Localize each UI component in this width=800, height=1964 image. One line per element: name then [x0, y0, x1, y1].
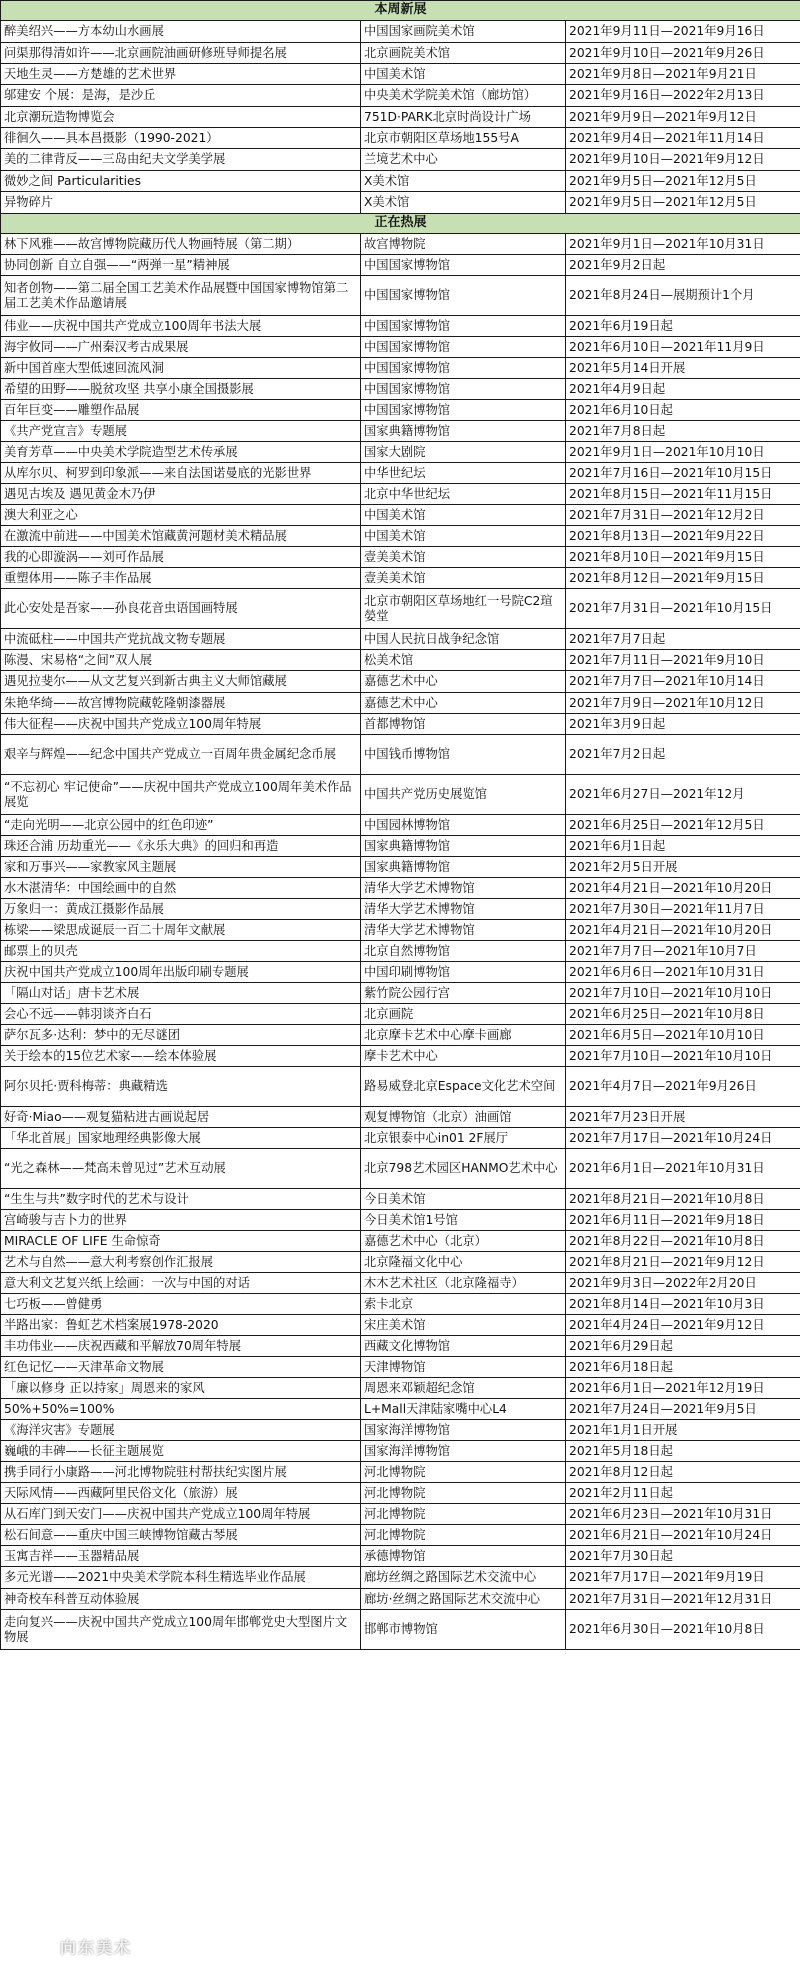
exhibition-name-cell: 天际风情——西藏阿里民俗文化（旅游）展 — [1, 1483, 361, 1504]
table-row — [1, 21, 800, 43]
venue-cell: 路易威登北京Espace文化艺术空间 — [361, 1067, 566, 1107]
venue-cell: 河北博物院 — [361, 1504, 566, 1525]
exhibition-name-cell: 携手同行小康路——河北博物院驻村帮扶纪实图片展 — [1, 1462, 361, 1483]
date-cell: 2021年5月14日开展 — [566, 358, 800, 379]
venue-cell: 751D·PARK北京时尚设计广场 — [361, 107, 566, 128]
table-row — [1, 714, 800, 735]
venue-cell: 中国国家博物馆 — [361, 358, 566, 379]
table-row — [1, 1067, 800, 1107]
table-row — [1, 878, 800, 899]
venue-cell: 国家典籍博物馆 — [361, 836, 566, 857]
table-row — [1, 421, 800, 442]
table-row — [1, 1336, 800, 1357]
table-row — [1, 107, 800, 128]
exhibition-name-cell: 七巧板——曾健勇 — [1, 1294, 361, 1315]
date-cell: 2021年9月4日—2021年11月14日 — [566, 128, 800, 149]
table-row — [1, 983, 800, 1004]
table-row — [1, 43, 800, 64]
venue-cell: 清华大学艺术博物馆 — [361, 878, 566, 899]
exhibition-name-cell: 珠还合浦 历劫重光——《永乐大典》的回归和再造 — [1, 836, 361, 857]
table-row — [1, 1546, 800, 1567]
date-cell: 2021年8月10日—2021年9月15日 — [566, 547, 800, 568]
venue-cell: X美术馆 — [361, 192, 566, 214]
date-cell: 2021年6月10日起 — [566, 400, 800, 421]
venue-cell: 松美术馆 — [361, 650, 566, 671]
venue-cell: 兰境艺术中心 — [361, 149, 566, 171]
table-row — [1, 693, 800, 714]
date-cell: 2021年9月10日—2021年9月26日 — [566, 43, 800, 64]
venue-cell: 中国国家博物馆 — [361, 276, 566, 316]
table-row — [1, 400, 800, 421]
venue-cell: 中国国家博物馆 — [361, 316, 566, 337]
table-row — [1, 1128, 800, 1149]
venue-cell: 北京隆福文化中心 — [361, 1252, 566, 1273]
exhibition-name-cell: 百年巨变——雕塑作品展 — [1, 400, 361, 421]
table-row — [1, 629, 800, 650]
exhibition-name-cell: 多元光谱——2021中央美术学院本科生精选毕业作品展 — [1, 1567, 361, 1589]
exhibition-name-cell: 宫崎骏与吉卜力的世界 — [1, 1210, 361, 1231]
exhibition-name-cell: 我的心即漩涡——刘可作品展 — [1, 547, 361, 568]
table-row — [1, 775, 800, 815]
exhibition-name-cell: 庆祝中国共产党成立100周年出版印刷专题展 — [1, 962, 361, 983]
venue-cell: 宋庄美术馆 — [361, 1315, 566, 1336]
venue-cell: 中国美术馆 — [361, 505, 566, 526]
venue-cell: 中国美术馆 — [361, 526, 566, 547]
venue-cell: 北京市朝阳区草场地红一号院C2瑄嫈堂 — [361, 589, 566, 629]
exhibition-name-cell: 知者创物——第二届全国工艺美术作品展暨中国国家博物馆第二届工艺美术作品邀请展 — [1, 276, 361, 316]
exhibition-name-cell: 微妙之间 Particularities — [1, 171, 361, 192]
venue-cell: 紫竹院公园行宫 — [361, 983, 566, 1004]
venue-cell: 中国国家博物馆 — [361, 255, 566, 276]
table-row — [1, 962, 800, 983]
exhibition-name-cell: 「隔山对话」唐卡艺术展 — [1, 983, 361, 1004]
table-row — [1, 671, 800, 693]
venue-cell: 中国园林博物馆 — [361, 815, 566, 836]
exhibition-name-cell: “光之森林——梵高未曾见过”艺术互动展 — [1, 1149, 361, 1189]
venue-cell: 天津博物馆 — [361, 1357, 566, 1378]
exhibition-name-cell: 水木湛清华：中国绘画中的自然 — [1, 878, 361, 899]
table-row — [1, 1610, 800, 1650]
date-cell: 2021年8月24日—展期预计1个月 — [566, 276, 800, 316]
venue-cell: 嘉德艺术中心 — [361, 693, 566, 714]
table-row — [1, 526, 800, 547]
date-cell: 2021年9月11日—2021年9月16日 — [566, 21, 800, 43]
venue-cell: 国家海洋博物馆 — [361, 1441, 566, 1462]
venue-cell: 国家典籍博物馆 — [361, 857, 566, 878]
venue-cell: 中国钱币博物馆 — [361, 735, 566, 775]
exhibition-name-cell: 艺术与自然——意大利考察创作汇报展 — [1, 1252, 361, 1273]
exhibition-name-cell: 神奇校车科普互动体验展 — [1, 1589, 361, 1610]
date-cell: 2021年6月25日—2021年12月5日 — [566, 815, 800, 836]
exhibition-name-cell: 红色记忆——天津革命文物展 — [1, 1357, 361, 1378]
venue-cell: 国家典籍博物馆 — [361, 421, 566, 442]
exhibition-name-cell: 在激流中前进——中国美术馆藏黄河题材美术精品展 — [1, 526, 361, 547]
date-cell: 2021年7月30日—2021年11月7日 — [566, 899, 800, 920]
exhibition-name-cell: 家和万事兴——家教家风主题展 — [1, 857, 361, 878]
date-cell: 2021年8月13日—2021年9月22日 — [566, 526, 800, 547]
exhibition-name-cell: 遇见古埃及 遇见黄金木乃伊 — [1, 484, 361, 505]
exhibition-name-cell: 关于绘本的15位艺术家——绘本体验展 — [1, 1046, 361, 1067]
venue-cell: L+Mall天津陆家嘴中心L4 — [361, 1399, 566, 1420]
date-cell: 2021年4月21日—2021年10月20日 — [566, 920, 800, 941]
exhibition-name-cell: 半路出家：鲁虹艺术档案展1978-2020 — [1, 1315, 361, 1336]
exhibition-name-cell: “走向光明——北京公园中的红色印迹” — [1, 815, 361, 836]
date-cell: 2021年6月25日—2021年10月8日 — [566, 1004, 800, 1025]
table-row — [1, 1294, 800, 1315]
exhibition-name-cell: 意大利文艺复兴纸上绘画：一次与中国的对话 — [1, 1273, 361, 1294]
exhibition-name-cell: 新中国首座大型低速回流风洞 — [1, 358, 361, 379]
table-row — [1, 1315, 800, 1336]
venue-cell: 清华大学艺术博物馆 — [361, 920, 566, 941]
exhibition-name-cell: 朱艳华绮——故宫博物院藏乾隆朝漆器展 — [1, 693, 361, 714]
date-cell: 2021年7月31日—2021年12月31日 — [566, 1589, 800, 1610]
venue-cell: 壹美美术馆 — [361, 568, 566, 589]
venue-cell: 北京798艺术园区HANMO艺术中心 — [361, 1149, 566, 1189]
exhibition-name-cell: 玉寓吉祥——玉器精品展 — [1, 1546, 361, 1567]
exhibition-name-cell: 陈漫、宋易格“之间”双人展 — [1, 650, 361, 671]
venue-cell: 中国美术馆 — [361, 64, 566, 85]
table-row — [1, 589, 800, 629]
venue-cell: 北京市朝阳区草场地155号A — [361, 128, 566, 149]
exhibition-name-cell: 「华北首展」国家地理经典影像大展 — [1, 1128, 361, 1149]
date-cell: 2021年2月11日起 — [566, 1483, 800, 1504]
date-cell: 2021年7月31日—2021年10月15日 — [566, 589, 800, 629]
venue-cell: 木木艺术社区（北京隆福寺） — [361, 1273, 566, 1294]
exhibition-name-cell: 《海洋灾害》专题展 — [1, 1420, 361, 1441]
exhibition-name-cell: 问渠那得清如许——北京画院油画研修班导师提名展 — [1, 43, 361, 64]
exhibition-name-cell: 走向复兴——庆祝中国共产党成立100周年邯郸党史大型图片文物展 — [1, 1610, 361, 1650]
venue-cell: 中国国家博物馆 — [361, 400, 566, 421]
date-cell: 2021年7月24日—2021年9月5日 — [566, 1399, 800, 1420]
table-row — [1, 1525, 800, 1546]
venue-cell: 壹美美术馆 — [361, 547, 566, 568]
table-row — [1, 836, 800, 857]
table-row — [1, 1441, 800, 1462]
venue-cell: 今日美术馆1号馆 — [361, 1210, 566, 1231]
date-cell: 2021年7月7日起 — [566, 629, 800, 650]
date-cell: 2021年1月1日开展 — [566, 1420, 800, 1441]
date-cell: 2021年7月30日起 — [566, 1546, 800, 1567]
table-row — [1, 1273, 800, 1294]
exhibition-name-cell: “不忘初心 牢记使命”——庆祝中国共产党成立100周年美术作品展览 — [1, 775, 361, 815]
exhibition-table-body — [1, 1, 800, 1650]
exhibition-name-cell: 海宇攸同——广州秦汉考古成果展 — [1, 337, 361, 358]
date-cell: 2021年6月1日起 — [566, 836, 800, 857]
exhibition-name-cell: 阿尔贝托·贾科梅蒂：典藏精选 — [1, 1067, 361, 1107]
venue-cell: 北京自然博物馆 — [361, 941, 566, 962]
venue-cell: 河北博物院 — [361, 1525, 566, 1546]
venue-cell: 中国国家画院美术馆 — [361, 21, 566, 43]
date-cell: 2021年9月9日—2021年9月12日 — [566, 107, 800, 128]
venue-cell: 中国人民抗日战争纪念馆 — [361, 629, 566, 650]
section-header-row — [1, 1, 800, 21]
exhibition-name-cell: 《共产党宣言》专题展 — [1, 421, 361, 442]
venue-cell: 嘉德艺术中心 — [361, 671, 566, 693]
venue-cell: 西藏文化博物馆 — [361, 1336, 566, 1357]
exhibition-name-cell: 徘徊久——具本昌摄影（1990-2021） — [1, 128, 361, 149]
date-cell: 2021年6月10日—2021年11月9日 — [566, 337, 800, 358]
venue-cell: 中国印刷博物馆 — [361, 962, 566, 983]
table-row — [1, 650, 800, 671]
table-row — [1, 255, 800, 276]
table-row — [1, 1149, 800, 1189]
exhibition-name-cell: 万象归一：黄成江摄影作品展 — [1, 899, 361, 920]
date-cell: 2021年7月7日—2021年10月14日 — [566, 671, 800, 693]
table-row — [1, 1399, 800, 1420]
table-row — [1, 857, 800, 878]
exhibition-name-cell: 美的二律背反——三岛由纪夫文学美学展 — [1, 149, 361, 171]
table-row — [1, 337, 800, 358]
exhibition-name-cell: 邬建安 个展：是海，是沙丘 — [1, 85, 361, 107]
table-row — [1, 1189, 800, 1210]
table-row — [1, 505, 800, 526]
date-cell: 2021年6月27日—2021年12月 — [566, 775, 800, 815]
date-cell: 2021年9月2日起 — [566, 255, 800, 276]
date-cell: 2021年4月7日—2021年9月26日 — [566, 1067, 800, 1107]
date-cell: 2021年9月3日—2022年2月20日 — [566, 1273, 800, 1294]
table-row — [1, 1420, 800, 1441]
table-row — [1, 1210, 800, 1231]
date-cell: 2021年7月8日起 — [566, 421, 800, 442]
venue-cell: 中国国家博物馆 — [361, 337, 566, 358]
exhibition-name-cell: 遇见拉斐尔——从文艺复兴到新古典主义大师馆藏展 — [1, 671, 361, 693]
date-cell: 2021年6月18日起 — [566, 1357, 800, 1378]
date-cell: 2021年8月21日—2021年9月12日 — [566, 1252, 800, 1273]
exhibition-name-cell: 巍峨的丰碑——长征主题展览 — [1, 1441, 361, 1462]
exhibition-name-cell: 北京潮玩造物博览会 — [1, 107, 361, 128]
section-title: 正在热展 — [1, 214, 800, 234]
table-row — [1, 1004, 800, 1025]
venue-cell: 北京画院美术馆 — [361, 43, 566, 64]
date-cell: 2021年8月12日起 — [566, 1462, 800, 1483]
exhibition-name-cell: 林下风雅——故宫博物院藏历代人物画特展（第二期） — [1, 234, 361, 255]
venue-cell: 国家大剧院 — [361, 442, 566, 463]
table-row — [1, 171, 800, 192]
date-cell: 2021年7月17日—2021年10月24日 — [566, 1128, 800, 1149]
table-row — [1, 316, 800, 337]
date-cell: 2021年4月24日—2021年9月12日 — [566, 1315, 800, 1336]
exhibition-name-cell: 50%+50%=100% — [1, 1399, 361, 1420]
table-row — [1, 1378, 800, 1399]
exhibition-name-cell: 醉美绍兴——方本幼山水画展 — [1, 21, 361, 43]
table-row — [1, 1231, 800, 1252]
table-row — [1, 1252, 800, 1273]
exhibition-name-cell: 邮票上的贝壳 — [1, 941, 361, 962]
venue-cell: 国家海洋博物馆 — [361, 1420, 566, 1441]
table-row — [1, 358, 800, 379]
venue-cell: 周恩来邓颖超纪念馆 — [361, 1378, 566, 1399]
exhibition-name-cell: 丰功伟业——庆祝西藏和平解放70周年特展 — [1, 1336, 361, 1357]
date-cell: 2021年8月12日—2021年9月15日 — [566, 568, 800, 589]
date-cell: 2021年8月21日—2021年10月8日 — [566, 1189, 800, 1210]
table-row — [1, 547, 800, 568]
exhibition-name-cell: 中流砥柱——中国共产党抗战文物专题展 — [1, 629, 361, 650]
exhibition-name-cell: 「廉以修身 正以持家」周恩来的家风 — [1, 1378, 361, 1399]
date-cell: 2021年7月10日—2021年10月10日 — [566, 1046, 800, 1067]
venue-cell: 北京中华世纪坛 — [361, 484, 566, 505]
venue-cell: 清华大学艺术博物馆 — [361, 899, 566, 920]
table-row — [1, 815, 800, 836]
table-row — [1, 941, 800, 962]
table-row — [1, 234, 800, 255]
date-cell: 2021年6月6日—2021年10月31日 — [566, 962, 800, 983]
venue-cell: X美术馆 — [361, 171, 566, 192]
date-cell: 2021年9月5日—2021年12月5日 — [566, 192, 800, 214]
date-cell: 2021年7月17日—2021年9月19日 — [566, 1567, 800, 1589]
date-cell: 2021年6月30日—2021年10月8日 — [566, 1610, 800, 1650]
venue-cell: 中国国家博物馆 — [361, 379, 566, 400]
date-cell: 2021年8月15日—2021年11月15日 — [566, 484, 800, 505]
date-cell: 2021年6月1日—2021年10月31日 — [566, 1149, 800, 1189]
date-cell: 2021年9月1日—2021年10月10日 — [566, 442, 800, 463]
exhibition-name-cell: 松石间意——重庆中国三峡博物馆藏古琴展 — [1, 1525, 361, 1546]
exhibition-name-cell: 艰辛与辉煌——纪念中国共产党成立一百周年贵金属纪念币展 — [1, 735, 361, 775]
venue-cell: 观复博物馆（北京）油画馆 — [361, 1107, 566, 1128]
venue-cell: 首都博物馆 — [361, 714, 566, 735]
date-cell: 2021年6月23日—2021年10月31日 — [566, 1504, 800, 1525]
exhibition-name-cell: 伟业——庆祝中国共产党成立100周年书法大展 — [1, 316, 361, 337]
venue-cell: 廊坊·丝绸之路国际艺术交流中心 — [361, 1589, 566, 1610]
venue-cell: 廊坊丝绸之路国际艺术交流中心 — [361, 1567, 566, 1589]
exhibition-name-cell: 会心不远——韩羽谈齐白石 — [1, 1004, 361, 1025]
date-cell: 2021年9月5日—2021年12月5日 — [566, 171, 800, 192]
date-cell: 2021年7月10日—2021年10月10日 — [566, 983, 800, 1004]
venue-cell: 北京摩卡艺术中心摩卡画廊 — [361, 1025, 566, 1046]
exhibition-name-cell: 异物碎片 — [1, 192, 361, 214]
table-row — [1, 735, 800, 775]
venue-cell: 摩卡艺术中心 — [361, 1046, 566, 1067]
date-cell: 2021年4月21日—2021年10月20日 — [566, 878, 800, 899]
date-cell: 2021年6月5日—2021年10月10日 — [566, 1025, 800, 1046]
venue-cell: 北京银泰中心in01 2F展厅 — [361, 1128, 566, 1149]
venue-cell: 中央美术学院美术馆（廊坊馆） — [361, 85, 566, 107]
date-cell: 2021年3月9日起 — [566, 714, 800, 735]
date-cell: 2021年6月1日—2021年12月19日 — [566, 1378, 800, 1399]
date-cell: 2021年8月22日—2021年10月8日 — [566, 1231, 800, 1252]
venue-cell: 故宫博物院 — [361, 234, 566, 255]
table-row — [1, 128, 800, 149]
exhibition-name-cell: 希望的田野——脱贫攻坚 共享小康全国摄影展 — [1, 379, 361, 400]
table-row — [1, 276, 800, 316]
table-row — [1, 379, 800, 400]
date-cell: 2021年7月31日—2021年12月2日 — [566, 505, 800, 526]
table-row — [1, 1046, 800, 1067]
exhibition-name-cell: 此心安处是吾家——孙良花音虫语国画特展 — [1, 589, 361, 629]
date-cell: 2021年2月5日开展 — [566, 857, 800, 878]
venue-cell: 邯郸市博物馆 — [361, 1610, 566, 1650]
table-row — [1, 484, 800, 505]
table-row — [1, 899, 800, 920]
exhibition-name-cell: 协同创新 自立自强——“两弹一星”精神展 — [1, 255, 361, 276]
date-cell: 2021年9月8日—2021年9月21日 — [566, 64, 800, 85]
table-row — [1, 64, 800, 85]
date-cell: 2021年7月9日—2021年10月12日 — [566, 693, 800, 714]
table-row — [1, 463, 800, 484]
table-row — [1, 920, 800, 941]
exhibition-name-cell: 天地生灵——方楚雄的艺术世界 — [1, 64, 361, 85]
date-cell: 2021年6月21日—2021年10月24日 — [566, 1525, 800, 1546]
date-cell: 2021年9月16日—2022年2月13日 — [566, 85, 800, 107]
section-header-row — [1, 214, 800, 234]
exhibition-name-cell: 从库尔贝、柯罗到印象派——来自法国诺曼底的光影世界 — [1, 463, 361, 484]
table-row — [1, 149, 800, 171]
exhibition-name-cell: 栋梁——梁思成诞辰一百二十周年文献展 — [1, 920, 361, 941]
date-cell: 2021年5月18日起 — [566, 1441, 800, 1462]
exhibition-name-cell: “生生与共”数字时代的艺术与设计 — [1, 1189, 361, 1210]
venue-cell: 河北博物院 — [361, 1462, 566, 1483]
date-cell: 2021年7月16日—2021年10月15日 — [566, 463, 800, 484]
exhibition-name-cell: 澳大利亚之心 — [1, 505, 361, 526]
date-cell: 2021年7月11日—2021年9月10日 — [566, 650, 800, 671]
table-row — [1, 1483, 800, 1504]
date-cell: 2021年6月29日起 — [566, 1336, 800, 1357]
venue-cell: 中国共产党历史展览馆 — [361, 775, 566, 815]
table-row — [1, 1567, 800, 1589]
table-row — [1, 1589, 800, 1610]
table-row — [1, 85, 800, 107]
watermark-text: 向东美术 — [60, 1938, 133, 1957]
date-cell: 2021年7月7日—2021年10月7日 — [566, 941, 800, 962]
table-row — [1, 1107, 800, 1128]
date-cell: 2021年8月14日—2021年10月3日 — [566, 1294, 800, 1315]
section-title: 本周新展 — [1, 1, 800, 21]
venue-cell: 嘉德艺术中心（北京） — [361, 1231, 566, 1252]
exhibition-name-cell: 萨尔瓦多·达利：梦中的无尽谜团 — [1, 1025, 361, 1046]
date-cell: 2021年7月2日起 — [566, 735, 800, 775]
table-row — [1, 568, 800, 589]
exhibition-name-cell: 好奇·Miao——观复猫粘进古画说起居 — [1, 1107, 361, 1128]
exhibition-name-cell: 美育芳草——中央美术学院造型艺术传承展 — [1, 442, 361, 463]
table-row — [1, 192, 800, 214]
exhibition-name-cell: 重塑体用——陈子丰作品展 — [1, 568, 361, 589]
exhibition-name-cell: MIRACLE OF LIFE 生命惊奇 — [1, 1231, 361, 1252]
table-row — [1, 442, 800, 463]
date-cell: 2021年6月19日起 — [566, 316, 800, 337]
venue-cell: 河北博物院 — [361, 1483, 566, 1504]
table-row — [1, 1504, 800, 1525]
date-cell: 2021年9月1日—2021年10月31日 — [566, 234, 800, 255]
venue-cell: 北京画院 — [361, 1004, 566, 1025]
venue-cell: 中华世纪坛 — [361, 463, 566, 484]
venue-cell: 今日美术馆 — [361, 1189, 566, 1210]
exhibition-name-cell: 从石库门到天安门——庆祝中国共产党成立100周年特展 — [1, 1504, 361, 1525]
table-row — [1, 1462, 800, 1483]
date-cell: 2021年7月23日开展 — [566, 1107, 800, 1128]
date-cell: 2021年9月10日—2021年9月12日 — [566, 149, 800, 171]
venue-cell: 承德博物馆 — [361, 1546, 566, 1567]
table-row — [1, 1025, 800, 1046]
date-cell: 2021年4月9日起 — [566, 379, 800, 400]
exhibition-name-cell: 伟大征程——庆祝中国共产党成立100周年特展 — [1, 714, 361, 735]
venue-cell: 索卡北京 — [361, 1294, 566, 1315]
table-row — [1, 1357, 800, 1378]
date-cell: 2021年6月11日—2021年9月18日 — [566, 1210, 800, 1231]
